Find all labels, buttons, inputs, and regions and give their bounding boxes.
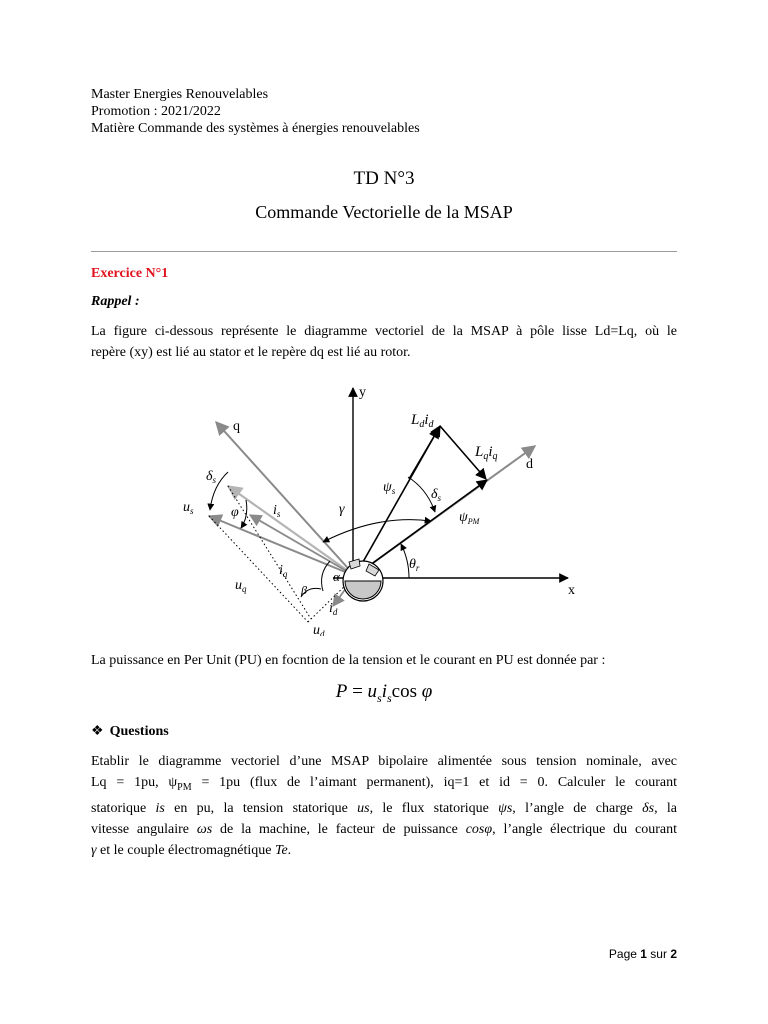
svg-text:δs: $\delta_s$ bbox=[431, 487, 442, 503]
page-number: Page 1 sur 2 bbox=[608, 947, 677, 961]
svg-text:q: q bbox=[233, 419, 240, 434]
svg-text:β: β bbox=[301, 583, 307, 597]
divider bbox=[91, 251, 677, 252]
intro-paragraph bbox=[91, 321, 677, 363]
page-subtitle: Commande Vectorielle de la MSAP bbox=[255, 202, 513, 222]
svg-text:δs: $\delta_s$ bbox=[206, 469, 217, 485]
header-subject: Matière Commande des systèmes à énergies renouvelables bbox=[91, 121, 420, 136]
question-line-2: Lq = 1pu, $\psi_{PM} = 1pu$ (flux de l’aimant permanent), iq=1 et id = 0. Calculer le courant bbox=[91, 775, 677, 793]
page-title: TD N°3 bbox=[353, 168, 415, 189]
rappel-heading: Rappel : bbox=[91, 294, 140, 309]
svg-text:id: $i_d$ bbox=[329, 601, 338, 617]
questions-heading: ❖ Questions bbox=[91, 724, 169, 739]
svg-text:is: $i_s$ bbox=[273, 503, 281, 519]
header-program: Master Energies Renouvelables bbox=[91, 87, 269, 102]
svg-text:φ: φ bbox=[231, 505, 239, 520]
svg-text:γ: γ bbox=[339, 502, 345, 517]
svg-text:Ldid: $L_di_d$ bbox=[411, 412, 434, 430]
question-line-5: γ et le couple électromagnétique Te. bbox=[91, 842, 292, 858]
svg-text:θr: $\theta_r$ bbox=[409, 557, 420, 573]
questions-paragraph bbox=[91, 751, 677, 861]
intro-line-2: repère (xy) est lié au stator et le repère dq est lié au rotor. bbox=[91, 345, 411, 360]
svg-text:x: x bbox=[568, 583, 575, 598]
svg-text:iq: $i_q$ bbox=[279, 563, 288, 579]
msap-vector-diagram bbox=[183, 376, 585, 636]
exercise-heading: Exercice N°1 bbox=[91, 266, 169, 281]
svg-text:us: $u_s$ bbox=[183, 500, 194, 516]
header-promotion: Promotion : 2021/2022 bbox=[91, 104, 221, 119]
question-line-4: vitesse angulaire ωs de la machine, le facteur de puissance cosφ, l’angle électrique du courant bbox=[91, 821, 677, 837]
svg-text:ud: $u_d$ bbox=[313, 623, 325, 636]
power-formula: $P = u_si_s\cos$ φ bbox=[335, 681, 433, 705]
svg-text:d: d bbox=[526, 457, 533, 472]
power-sentence: La puissance en Per Unit (PU) en focntion de la tension et le courant en PU est donnée par : bbox=[91, 653, 606, 668]
svg-text:uq: $u_q$ bbox=[235, 578, 247, 594]
svg-text:Lqiq: $L_qi_q$ bbox=[475, 444, 498, 462]
svg-text:ψPM: $\psi_{PM}$ bbox=[459, 510, 480, 526]
question-line-3: statorique is en pu, la tension statorique us, le flux statorique ψs, l’angle de charge δs, la bbox=[91, 800, 677, 816]
svg-text:ψs: $\psi_s$ bbox=[383, 480, 396, 496]
svg-text:y: y bbox=[359, 385, 366, 400]
svg-text:α: α bbox=[333, 569, 340, 584]
intro-line-1: La figure ci-dessous représente le diagramme vectoriel de la MSAP à pôle lisse Ld=Lq, où le bbox=[91, 324, 677, 339]
question-line-1: Etablir le diagramme vectoriel d’une MSAP bipolaire alimentée sous tension nominale, avec bbox=[91, 754, 677, 769]
diamond-bullet-icon: ❖ bbox=[91, 724, 104, 739]
